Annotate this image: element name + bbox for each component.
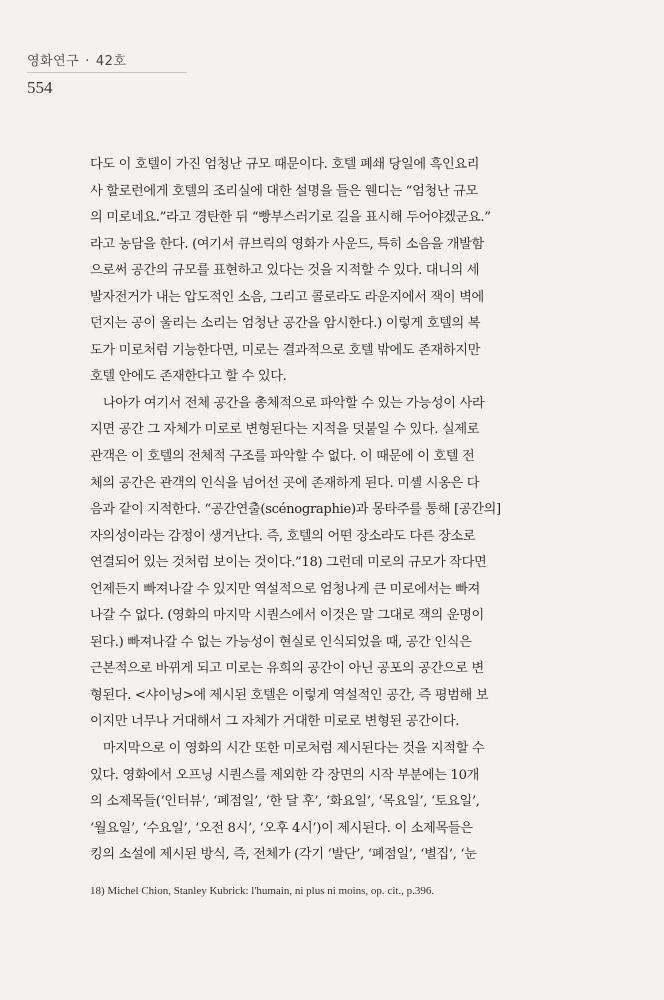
footnote [90, 885, 612, 897]
text-line: 의 소제목들(‘인터뷰’, ‘폐점일’, ‘한 달 후’, ‘화요일’, ‘목요일’, ‘토요일’, [90, 794, 480, 810]
header-rule [27, 72, 187, 73]
text-line: 자의성이라는 감정이 생겨난다. 즉, 호텔의 어떤 장소라도 다른 장소로 [90, 528, 476, 544]
text-line: 호텔 안에도 존재한다고 할 수 있다. [90, 369, 287, 385]
text-line: 관객은 이 호텔의 전체적 구조를 파악할 수 없다. 이 때문에 이 호텔 전 [90, 449, 475, 465]
text-line: 음과 같이 지적한다. “공간연출(scénographie)과 몽타주를 통해 [공간의] [90, 502, 501, 518]
text-line: 있다. 영화에서 오프닝 시퀀스를 제외한 각 장면의 시작 부분에는 10개 [90, 767, 480, 783]
text-line: 이지만 너무나 거대해서 그 자체가 거대한 미로로 변형된 공간이다. [90, 714, 460, 730]
text-line: 나아가 여기서 전체 공간을 총체적으로 파악할 수 있는 가능성이 사라 [90, 395, 485, 411]
separator-dot: · [85, 54, 90, 69]
running-header [27, 50, 647, 97]
text-line: 체의 공간은 관객의 인식을 넘어선 곳에 존재하게 된다. 미셸 시옹은 다 [90, 475, 480, 491]
text-line: 라고 농담을 한다. (여기서 큐브릭의 영화가 사운드, 특히 소음을 개발함 [90, 236, 484, 252]
text-line: 연결되어 있는 것처럼 보이는 것이다.”18) 그런데 미로의 규모가 작다면 [90, 555, 487, 571]
text-line: 던지는 공이 울리는 소리는 엄청난 공간을 암시한다.) 이렇게 호텔의 복 [90, 316, 481, 332]
text-line: 으로써 공간의 규모를 표현하고 있다는 것을 지적할 수 있다. 대니의 세 [90, 263, 480, 279]
text-line: 발자전거가 내는 압도적인 소음, 그리고 콜로라도 라운지에서 잭이 벽에 [90, 289, 484, 305]
page-number: 554 [27, 78, 53, 97]
text-line: 의 미로네요.”라고 경탄한 뒤 “빵부스러기로 길을 표시해 두어야겠군요.” [90, 210, 491, 226]
text-line: 도가 미로처럼 기능한다면, 미로는 결과적으로 호텔 밖에도 존재하지만 [90, 342, 481, 358]
journal-title [27, 50, 647, 69]
footnote-text: 18) Michel Chion, Stanley Kubrick: l'humain, ni plus ni moins, op. cit., p.396. [90, 885, 435, 897]
text-line: 다도 이 호텔이 가진 엄청난 규모 때문이다. 호텔 폐쇄 당일에 흑인요리 [90, 157, 480, 172]
text-line: 마지막으로 이 영화의 시간 또한 미로처럼 제시된다는 것을 지적할 수 [90, 741, 485, 757]
text-line: ‘월요일’, ‘수요일’, ‘오전 8시’, ‘오후 4시’)이 제시된다. 이 소제목들은 [90, 820, 473, 836]
text-line: 지면 공간 그 자체가 미로로 변형된다는 지적을 덧붙일 수 있다. 실제로 [90, 422, 480, 438]
text-line: 나갈 수 없다. (영화의 마지막 시퀀스에서 이것은 말 그대로 잭의 운명이 [90, 608, 484, 624]
text-line: 언제든지 빠져나갈 수 있지만 역설적으로 엄청나게 큰 미로에서는 빠져 [90, 581, 481, 597]
text-line: 사 할로런에게 호텔의 조리실에 대한 설명을 들은 웬디는 “엄청난 규모 [90, 183, 478, 199]
text-line: 형된다. <샤이닝>에 제시된 호텔은 이렇게 역설적인 공간, 즉 평범해 보 [90, 687, 489, 703]
journal-name: 영화연구 [27, 54, 80, 69]
text-line: 된다.) 빠져나갈 수 없는 가능성이 현실로 인식되었을 때, 공간 인식은 [90, 634, 472, 650]
body-text [90, 152, 612, 869]
text-line: 근본적으로 바뀌게 되고 미로는 유희의 공간이 아닌 공포의 공간으로 변 [90, 661, 484, 677]
text-line: 킹의 소설에 제시된 방식, 즉, 전체가 (각기 ‘발단’, ‘폐점일’, ‘별집’, ‘눈 [90, 847, 477, 863]
issue-number: 42호 [95, 54, 127, 69]
